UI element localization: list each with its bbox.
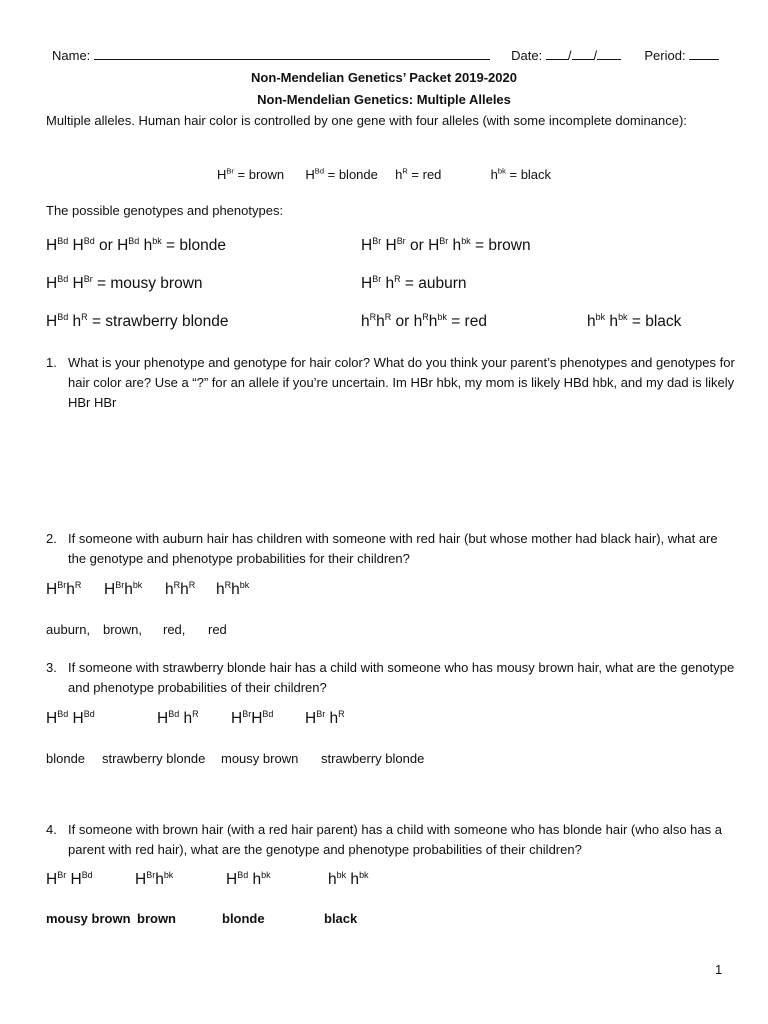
q4-phenotype-3: blonde [222,911,265,926]
question-number: 3. [46,660,57,675]
q3-phenotype-2: strawberry blonde [102,751,206,766]
allele-superscript: Br [439,235,449,246]
section-title: Non-Mendelian Genetics: Multiple Alleles [257,92,511,107]
q4-genotype-3: $H^{Bd}$ $h^{bk}$ [226,869,271,888]
allele-superscript: Bd [83,235,95,246]
intro-paragraph: Multiple alleles. Human hair color is controlled by one gene with four alleles (with some incomplete dominance): [46,113,687,128]
allele-superscript: Br [226,166,234,176]
question-text: If someone with strawberry blonde hair has a child with someone who has mousy brown hair, what are the genotype and phenotype probabilities of their children? [68,660,735,695]
allele-superscript: bk [239,579,250,590]
q3-genotype-3: $H^{Br}H^{Bd}$ [231,708,274,727]
question-number: 2. [46,531,57,546]
q4-phenotype-2: brown [137,911,176,926]
header-row [52,48,719,63]
q4-genotype-4: $h^{bk}$ $h^{bk}$ [328,869,369,888]
question-1 [46,353,736,413]
question-3 [46,658,736,698]
allele-superscript: R [422,311,429,322]
allele-superscript: Br [372,235,382,246]
genotype-black: $h^{bk}$ $h^{bk}$ = black [587,311,682,330]
q3-genotype-2: $H^{Bd}$ $h^R$ [157,708,199,727]
allele-superscript: Br [83,273,93,284]
allele-superscript: R [369,311,377,322]
q2-genotype-1: $H^{Br}h^R$ [46,579,82,598]
allele-superscript: Br [396,235,406,246]
date-month-line[interactable] [546,59,568,60]
allele-superscript: R [74,579,82,590]
allele-superscript: bk [595,311,606,322]
name-field-line[interactable] [94,59,490,60]
allele-superscript: Br [316,708,326,719]
date-separator: / [567,48,572,63]
question-text[interactable]: What is your phenotype and genotype for hair color? What do you think your parent’s phenotypes and genotypes for hair color are? Use a “?” for an allele if you’re uncertain. Im HBr hbk, my mom is likely HBd hbk, and my dad is likely HBr HBr [68,355,735,410]
date-separator: / [593,48,598,63]
q2-phenotype-2: brown, [103,622,143,637]
genotype-red: $h^Rh^R$ or $h^Rh^{bk}$ = red [361,311,487,330]
allele-superscript: Bd [81,869,93,880]
date-label: Date: [511,48,543,63]
allele-superscript: bk [336,869,347,880]
q2-phenotype-1: auburn, [46,622,91,637]
allele-superscript: R [192,708,199,719]
allele-superscript: Bd [314,166,325,176]
question-text: If someone with auburn hair has children with someone with red hair (but whose mother had black hair), what are the genotype and phenotype probabilities for their children? [68,531,718,566]
allele-red: $h^R$ = red [395,166,442,182]
allele-superscript: R [394,273,401,284]
allele-superscript: Bd [237,869,249,880]
packet-title: Non-Mendelian Genetics’ Packet 2019-2020 [251,70,517,85]
allele-superscript: Bd [57,235,69,246]
question-number: 4. [46,822,57,837]
q3-genotype-1: $H^{Bd}$ $H^{Bd}$ [46,708,95,727]
genotype-blonde: $H^{Bd}$ $H^{Bd}$ or $H^{Bd}$ $h^{bk}$ = blonde [46,235,226,254]
question-number: 1. [46,355,57,370]
q2-genotype-4: $h^Rh^{bk}$ [216,579,250,598]
q4-phenotype-1: mousy brown [46,911,131,926]
q4-genotype-1: $H^{Br}$ $H^{Bd}$ [46,869,93,888]
allele-brown: $H^{Br}$ = brown [217,166,285,182]
q2-phenotype-3: red, [163,622,186,637]
allele-superscript: Bd [168,708,180,719]
date-day-line[interactable] [572,59,594,60]
allele-superscript: bk [461,235,471,246]
allele-superscript: R [188,579,196,590]
allele-black: $h^{bk}$ = black [490,166,552,182]
date-year-line[interactable] [597,59,621,60]
period-label: Period: [644,48,686,63]
allele-superscript: bk [152,235,162,246]
allele-list [217,167,551,182]
name-label: Name: [52,48,91,63]
allele-superscript: bk [437,311,447,322]
allele-superscript: R [224,579,232,590]
q3-phenotype-4: strawberry blonde [321,751,425,766]
period-field-line[interactable] [689,59,719,60]
allele-superscript: Bd [262,708,274,719]
allele-superscript: Bd [57,708,69,719]
genotype-mousy-brown: $H^{Bd}$ $H^{Br}$ = mousy brown [46,273,203,292]
q2-genotype-3: $h^Rh^R$ [165,579,196,598]
q4-genotype-2: $H^{Br}h^{bk}$ [135,869,174,888]
allele-superscript: bk [618,311,628,322]
q2-phenotype-4: red [208,622,227,637]
allele-superscript: bk [132,579,143,590]
q4-phenotype-4: black [324,911,358,926]
q3-phenotype-1: blonde [46,751,86,766]
question-2 [46,529,736,569]
allele-superscript: Bd [57,273,69,284]
question-text: If someone with brown hair (with a red hair parent) has a child with someone who has blonde hair (who also has a parent with red hair), what are the genotype and phenotype probabilities of their children? [68,822,722,857]
allele-superscript: Br [57,579,67,590]
genotype-auburn: $H^{Br}$ $h^R$ = auburn [361,273,467,292]
q3-genotype-4: $H^{Br}$ $h^R$ [305,708,345,727]
allele-superscript: Bd [83,708,95,719]
allele-superscript: bk [497,166,506,176]
question-4 [46,820,736,860]
allele-superscript: R [402,166,408,176]
allele-superscript: bk [359,869,369,880]
allele-superscript: Br [146,869,156,880]
genotype-strawberry-blonde: $H^{Bd}$ $h^R$ = strawberry blonde [46,311,229,330]
allele-superscript: Br [115,579,125,590]
allele-superscript: R [384,311,392,322]
possible-label: The possible genotypes and phenotypes: [46,203,284,218]
page-number: 1 [715,962,723,977]
genotype-brown: $H^{Br}$ $H^{Br}$ or $H^{Br}$ $h^{bk}$ = brown [361,235,531,254]
q2-genotype-2: $H^{Br}h^{bk}$ [104,579,143,598]
allele-superscript: Br [57,869,67,880]
allele-blonde: $H^{Bd}$ = blonde [305,166,378,182]
q3-phenotype-3: mousy brown [221,751,299,766]
allele-superscript: R [81,311,88,322]
allele-superscript: Br [242,708,252,719]
allele-superscript: bk [163,869,174,880]
allele-superscript: Br [372,273,382,284]
allele-superscript: R [338,708,345,719]
allele-superscript: R [173,579,181,590]
allele-superscript: Bd [57,311,69,322]
allele-superscript: Bd [128,235,140,246]
allele-superscript: bk [261,869,271,880]
